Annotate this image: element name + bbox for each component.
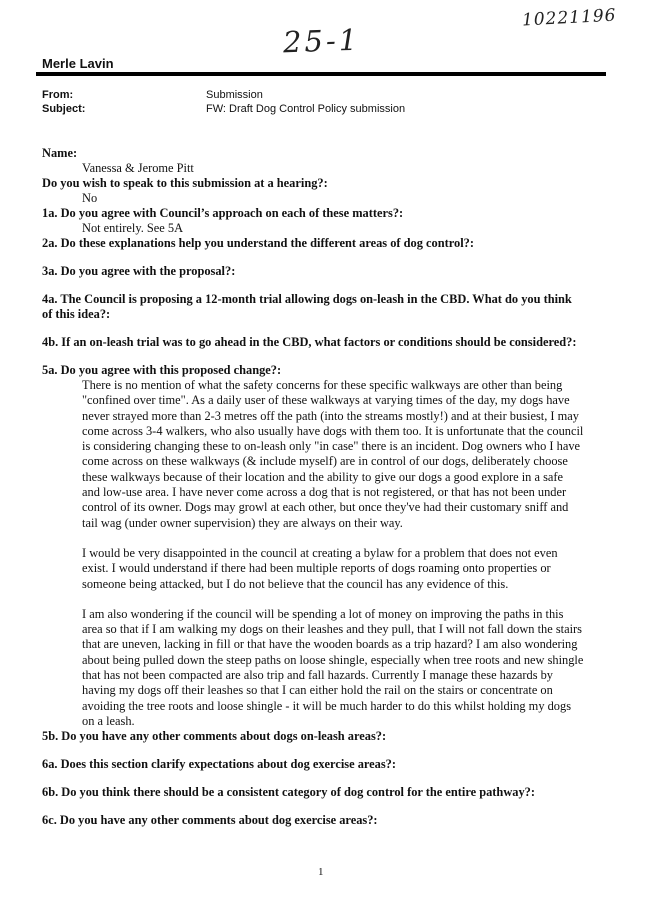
text-line: area so that if I am walking my dogs on their leashes and they pull, that I will not fall down the stairs [82, 622, 582, 637]
text-line: There is no mention of what the safety concerns for these specific walkways are other than being [82, 378, 563, 392]
question-1a: 1a. Do you agree with Council’s approach on each of these matters?: [42, 206, 404, 220]
question-4a-line2: of this idea?: [42, 307, 111, 321]
question-3a: 3a. Do you agree with the proposal?: [42, 264, 236, 278]
text-line: tail wag (under owner supervision) they are always on their way. [82, 515, 403, 530]
question-5b: 5b. Do you have any other comments about dogs on-leash areas?: [42, 729, 387, 744]
question-6b: 6b. Do you think there should be a consistent category of dog control for the entire pathway?: [42, 785, 535, 800]
handwritten-reference-number: 10221196 [521, 5, 617, 31]
name-value: Vanessa & Jerome Pitt [82, 161, 194, 175]
from-label: From: [42, 89, 74, 101]
text-line: I would be very disappointed in the council at creating a bylaw for a problem that does not even [82, 545, 558, 560]
text-line: come across 3-4 walkers, who also usually have dogs with them too. It is unfortunate that the council [82, 423, 584, 438]
text-line: avoiding the tree roots and loose shingle - it will be much harder to do this whilst holding my dogs [82, 698, 572, 713]
text-line: these walkways because of their location and the ability to give our dogs a good explore in a safe [82, 469, 564, 484]
question-4a [42, 292, 612, 322]
answer-5a-paragraph-1 [82, 378, 612, 531]
answer-5a-paragraph-2 [82, 546, 612, 592]
header-divider [36, 72, 606, 76]
text-line: never strayed more than 2-3 metres off the path (into the streams mostly!) and at their busiest, I may [82, 408, 579, 423]
question-4b: 4b. If an on-leash trial was to go ahead in the CBD, what factors or conditions should be considered?: [42, 335, 577, 349]
text-line: that are uneven, lacking in fill or that have the wooden boards as a trip hazard? I am also wondering [82, 637, 578, 652]
text-line: someone being attacked, but I do not believe that the council has any evidence of this. [82, 576, 509, 591]
question-5a: 5a. Do you agree with this proposed change?: [42, 363, 282, 377]
question-6a: 6a. Does this section clarify expectations about dog exercise areas?: [42, 757, 396, 772]
subject-value: FW: Draft Dog Control Policy submission [206, 103, 406, 115]
text-line: about being pulled down the steep paths on loose shingle, especially when tree roots and new shingle [82, 652, 584, 667]
hearing-answer: No [82, 191, 98, 205]
question-6c: 6c. Do you have any other comments about dog exercise areas?: [42, 813, 378, 828]
answer-5a-paragraph-3 [82, 607, 612, 729]
text-line: control of its owner. Dogs may growl at each other, but once they've had their customary sniff and [82, 500, 569, 515]
answer-1a: Not entirely. See 5A [82, 221, 184, 235]
hearing-question: Do you wish to speak to this submission at a hearing?: [42, 176, 328, 190]
text-line: I am also wondering if the council will be spending a lot of money on improving the paths in this [82, 606, 564, 621]
text-line: "confined over time". As a daily user of these walkways at varying times of the day, my dogs have [82, 393, 570, 408]
text-line: on a leash. [82, 713, 135, 728]
text-line: exist. I would understand if there had been multiple reports of dogs roaming onto properties or [82, 561, 551, 576]
text-line: having my dogs off their leashes so that I can either hold the rail on the stairs or concentrate on [82, 683, 553, 698]
page-number: 1 [318, 866, 324, 878]
text-line: come across on these walkways (& include myself) are in control of our dogs, deliberately choose [82, 454, 568, 469]
submission-body [42, 146, 612, 828]
from-value: Submission [206, 89, 263, 101]
question-2a: 2a. Do these explanations help you understand the different areas of dog control?: [42, 236, 474, 250]
text-line: that has not been compacted are also trip and fall hazards. Currently I manage these hazards by [82, 668, 554, 683]
text-line: is considering changing these to on-leash only "in case" there is an incident. Dog owners who I have [82, 439, 581, 454]
subject-label: Subject: [42, 103, 86, 115]
sender-name: Merle Lavin [42, 56, 114, 71]
handwritten-submission-number: 25-1 [282, 22, 361, 60]
text-line: and low-use area. I have never come across a dog that is not registered, or that has not been under [82, 485, 567, 500]
question-4a-line1: 4a. The Council is proposing a 12-month trial allowing dogs on-leash in the CBD. What do you think [42, 292, 572, 306]
name-label: Name: [42, 146, 78, 160]
